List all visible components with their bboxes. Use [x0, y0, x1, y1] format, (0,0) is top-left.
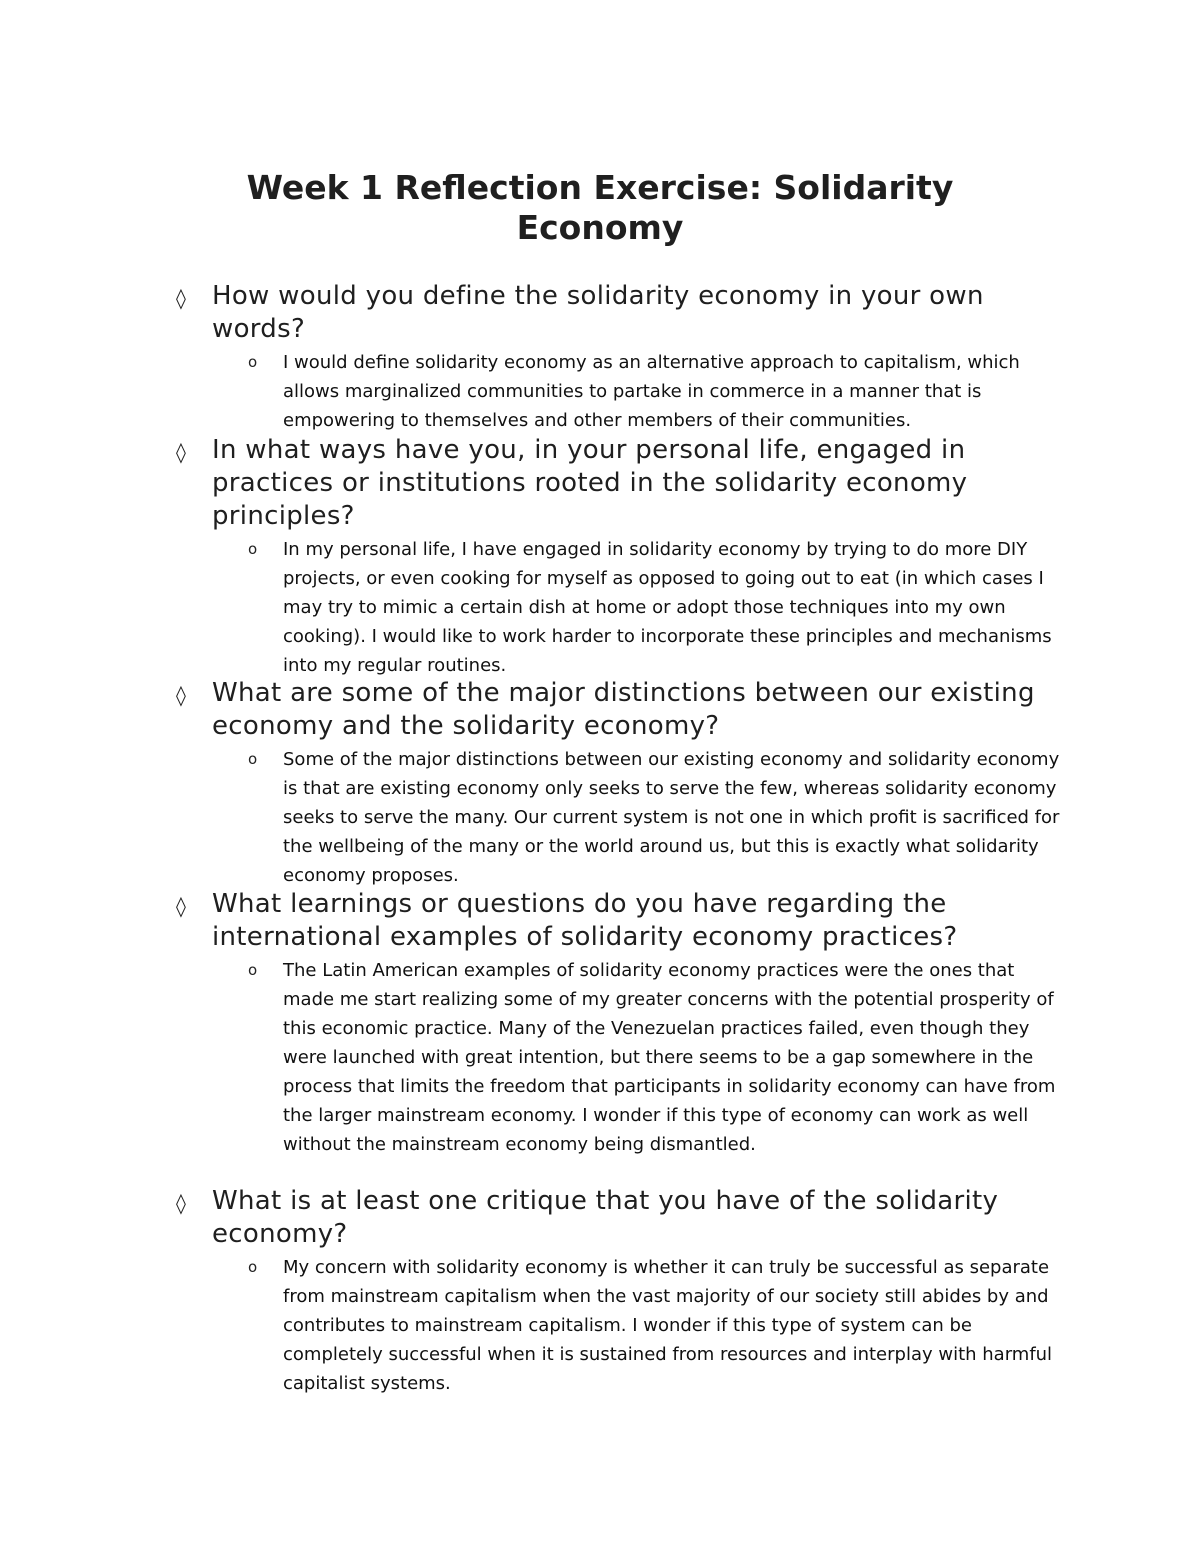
- diamond-outline-icon: ◊: [176, 683, 187, 707]
- diamond-outline-icon: ◊: [176, 286, 187, 310]
- answer-text: Some of the major distinctions between our existing economy and solidarity economy is that are existing economy only seeks to serve the few, whereas solidarity economy seeks to serve the many. Our current system is not one in which profit is sacrificed for the wellbeing of the many or the world around us, but this is exactly what solidarity economy proposes.: [283, 749, 1060, 886]
- question-text: What are some of the major distinctions between our existing economy and the solidarity economy?: [212, 678, 1035, 741]
- circle-outline-icon: o: [248, 1258, 258, 1276]
- circle-outline-icon: o: [248, 750, 258, 768]
- qa-item-1: [0, 280, 1200, 435]
- answer-2: [0, 535, 1200, 680]
- diamond-outline-icon: ◊: [176, 1191, 187, 1215]
- answer-text: In my personal life, I have engaged in solidarity economy by trying to do more DIY projects, or even cooking for myself as opposed to going out to eat (in which cases I may try to mimic a certain dish at home or adopt those techniques into my own cooking). I would like to work harder to incorporate these principles and mechanisms into my regular routines.: [283, 539, 1052, 676]
- question-5: [0, 1185, 1200, 1251]
- page-title: Week 1 Reflection Exercise: Solidarity Economy: [246, 168, 954, 247]
- qa-item-2: [0, 434, 1200, 680]
- question-4: [0, 888, 1200, 954]
- answer-4: [0, 956, 1200, 1159]
- answer-text: My concern with solidarity economy is whether it can truly be successful as separate from mainstream capitalism when the vast majority of our society still abides by and contributes to mainstream capitalism. I wonder if this type of system can be completely successful when it is sustained from resources and interplay with harmful capitalist systems.: [283, 1257, 1053, 1394]
- question-text: How would you define the solidarity economy in your own words?: [212, 281, 984, 344]
- question-text: What learnings or questions do you have regarding the international examples of solidarity economy practices?: [212, 889, 958, 952]
- question-text: What is at least one critique that you have of the solidarity economy?: [212, 1186, 999, 1249]
- question-3: [0, 677, 1200, 743]
- diamond-outline-icon: ◊: [176, 894, 187, 918]
- answer-1: [0, 348, 1200, 435]
- qa-item-3: [0, 677, 1200, 890]
- answer-5: [0, 1253, 1200, 1398]
- diamond-outline-icon: ◊: [176, 440, 187, 464]
- qa-item-5: [0, 1185, 1200, 1398]
- answer-text: I would define solidarity economy as an alternative approach to capitalism, which allows marginalized communities to partake in commerce in a manner that is empowering to themselves and other members of their communities.: [283, 352, 1020, 431]
- qa-item-4: [0, 888, 1200, 1159]
- question-2: [0, 434, 1200, 533]
- answer-text: The Latin American examples of solidarity economy practices were the ones that made me start realizing some of my greater concerns with the potential prosperity of this economic practice. Many of the Venezuelan practices failed, even though they were launched with great intention, but there seems to be a gap somewhere in the process that limits the freedom that participants in solidarity economy can have from the larger mainstream economy. I wonder if this type of economy can work as well without the mainstream economy being dismantled.: [283, 960, 1056, 1155]
- question-1: [0, 280, 1200, 346]
- answer-3: [0, 745, 1200, 890]
- question-text: In what ways have you, in your personal life, engaged in practices or institutions rooted in the solidarity economy principles?: [212, 435, 968, 531]
- circle-outline-icon: o: [248, 353, 258, 371]
- circle-outline-icon: o: [248, 961, 258, 979]
- circle-outline-icon: o: [248, 540, 258, 558]
